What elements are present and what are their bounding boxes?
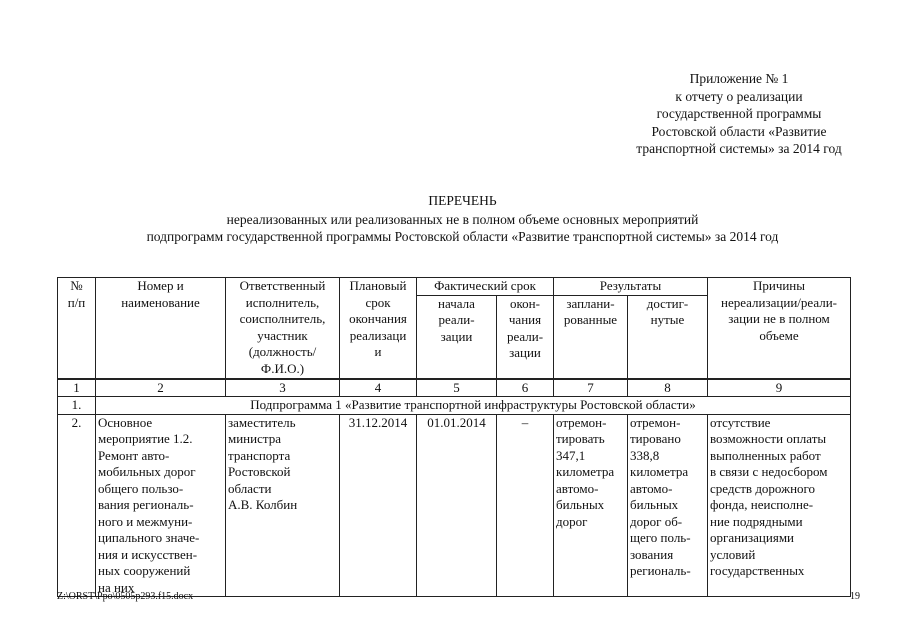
row-results-planned: отремон- тировать 347,1 километра автомо- бильных дорог — [554, 414, 628, 597]
column-number: 8 — [628, 379, 708, 397]
header-results: Результаты — [554, 278, 708, 296]
row-reasons: отсутствие возможности оплаты выполненных работ в связи с недосбором средств дорожного фонда, неисполне- ние подрядными организациями условий государственных — [708, 414, 851, 597]
row-fact-start: 01.01.2014 — [417, 414, 497, 597]
row-measure-name: Основное мероприятие 1.2. Ремонт авто- мобильных дорог общего пользо- вания региональ- ного и межмуни- ципального значе- ния и искусствен- ных сооружений на них — [96, 414, 226, 597]
subprogram-title: Подпрограмма 1 «Развитие транспортной инфраструктуры Ростовской области» — [96, 397, 851, 415]
column-number: 1 — [58, 379, 96, 397]
column-number: 2 — [96, 379, 226, 397]
appendix-line: транспортной системы» за 2014 год — [636, 141, 842, 156]
appendix-line: государственной программы — [656, 106, 822, 121]
header-fact-date: Фактический срок — [417, 278, 554, 296]
row-num: 2. — [58, 414, 96, 597]
row-responsible: заместитель министра транспорта Ростовской области А.В. Колбин — [226, 414, 340, 597]
header-fact-start: начала реали- зации — [417, 295, 497, 379]
footer-file-path: Z:\ORST\Ppo\0505p293.f15.docx — [57, 591, 194, 602]
header-plan-date: Плановый срок окончания реализаци и — [340, 278, 417, 379]
table-row — [58, 414, 851, 597]
appendix-line: к отчету о реализации — [675, 88, 803, 104]
title-line-1: нереализованных или реализованных не в полном объеме основных мероприятий — [226, 211, 699, 227]
column-number-row — [58, 379, 851, 397]
footer-page-number: 19 — [850, 591, 860, 602]
row-fact-end: – — [497, 414, 554, 597]
appendix-block — [600, 70, 878, 158]
row-results-achieved: отремон- тировано 338,8 километра автомо- бильных дорог об- щего поль- зования региональ- — [628, 414, 708, 597]
column-number: 9 — [708, 379, 851, 397]
column-number: 4 — [340, 379, 417, 397]
header-results-planned: заплани- рованные — [554, 295, 628, 379]
measures-table — [57, 277, 851, 597]
column-number: 5 — [417, 379, 497, 397]
header-results-achieved: достиг- нутые — [628, 295, 708, 379]
subprogram-num: 1. — [58, 397, 96, 415]
header-num: № п/п — [58, 278, 96, 379]
header-name: Номер и наименование — [96, 278, 226, 379]
header-reasons: Причины нереализации/реали- зации не в полном объеме — [708, 278, 851, 379]
header-responsible: Ответственный исполнитель, соисполнитель, участник (должность/ Ф.И.О.) — [226, 278, 340, 379]
appendix-line: Ростовской области «Развитие — [651, 123, 827, 139]
row-plan-date: 31.12.2014 — [340, 414, 417, 597]
column-number: 3 — [226, 379, 340, 397]
header-row — [58, 278, 851, 296]
title-line-2: подпрограмм государственной программы Ростовской области «Развитие транспортной системы» за 2014 год — [146, 229, 779, 244]
title-heading: ПЕРЕЧЕНЬ — [428, 193, 497, 208]
header-fact-end: окон- чания реали- зации — [497, 295, 554, 379]
subprogram-row — [58, 397, 851, 415]
document-title — [40, 192, 885, 246]
column-number: 7 — [554, 379, 628, 397]
appendix-line: Приложение № 1 — [689, 71, 789, 86]
column-number: 6 — [497, 379, 554, 397]
